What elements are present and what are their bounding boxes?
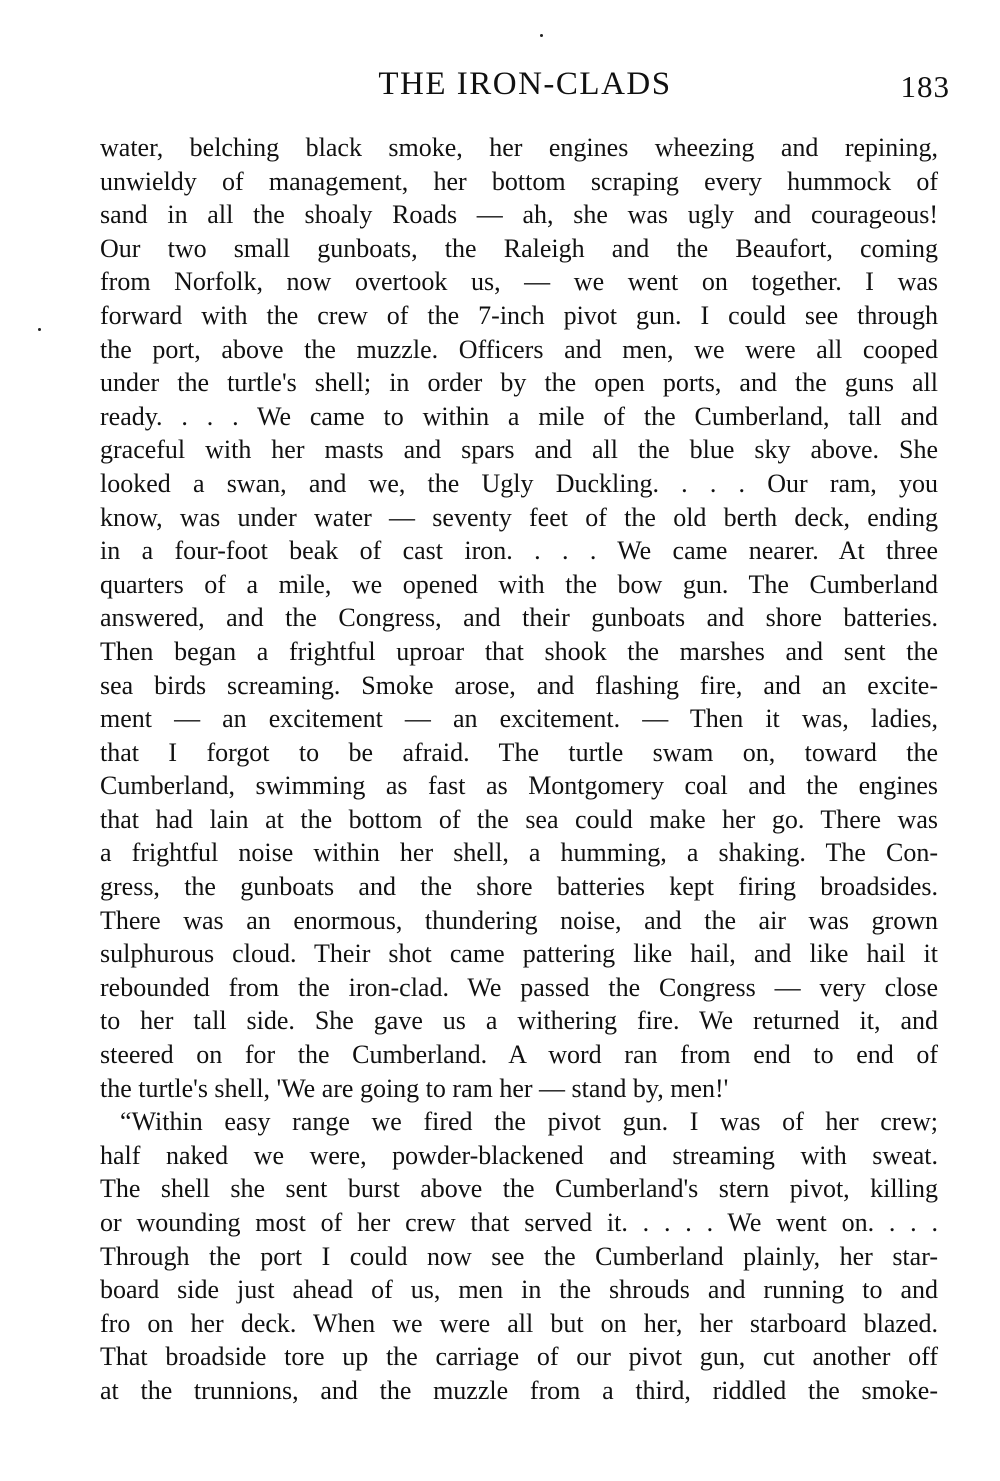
text-line: “Within easy range we fired the pivot gun. I was of her crew; — [120, 1107, 938, 1137]
text-line: from Norfolk, now overtook us, — we went on together. I was — [100, 267, 938, 297]
running-title: THE IRON-CLADS — [378, 66, 672, 102]
text-line: in a four-foot beak of cast iron. . . . We came nearer. At three — [100, 536, 938, 566]
text-line: answered, and the Congress, and their gunboats and shore batteries. — [100, 603, 938, 633]
text-line: unwieldy of management, her bottom scraping every hummock of — [100, 166, 938, 196]
text-line: that I forgot to be afraid. The turtle swam on, toward the — [100, 737, 938, 767]
text-line: the turtle's shell, 'We are going to ram her — stand by, men!' — [100, 1073, 729, 1103]
page-number: 183 — [900, 69, 950, 104]
text-line: That broadside tore up the carriage of our pivot gun, cut another off — [100, 1342, 938, 1372]
text-line: sand in all the shoaly Roads — ah, she was ugly and courageous! — [100, 200, 938, 230]
text-line: sulphurous cloud. Their shot came pattering like hail, and like hail it — [100, 939, 938, 969]
text-line: quarters of a mile, we opened with the bow gun. The Cumberland — [100, 569, 938, 599]
text-line: know, was under water — seventy feet of the old berth deck, ending — [100, 502, 938, 532]
text-line: steered on for the Cumberland. A word ran from end to end of — [100, 1040, 938, 1070]
text-line: half naked we were, powder-blackened and streaming with sweat. — [100, 1140, 938, 1170]
text-line: looked a swan, and we, the Ugly Duckling. . . . Our ram, you — [100, 468, 938, 498]
text-line: to her tall side. She gave us a withering fire. We returned it, and — [100, 1006, 938, 1036]
text-line: sea birds screaming. Smoke arose, and flashing fire, and an excite- — [100, 670, 938, 700]
text-line: The shell she sent burst above the Cumberland's stern pivot, killing — [100, 1174, 938, 1204]
text-line: board side just ahead of us, men in the shrouds and running to and — [100, 1275, 938, 1305]
text-line: under the turtle's shell; in order by the open ports, and the guns all — [100, 368, 938, 398]
text-line: There was an enormous, thundering noise, and the air was grown — [100, 905, 938, 935]
text-line: rebounded from the iron-clad. We passed the Congress — very close — [100, 972, 938, 1002]
text-line: at the trunnions, and the muzzle from a third, riddled the smoke- — [100, 1375, 938, 1405]
text-line: fro on her deck. When we were all but on her, her starboard blazed. — [100, 1308, 938, 1338]
text-line: graceful with her masts and spars and all the blue sky above. She — [100, 435, 938, 465]
body-text — [100, 131, 938, 1408]
text-line: Through the port I could now see the Cumberland plainly, her star- — [100, 1241, 938, 1271]
text-line: Then began a frightful uproar that shook the marshes and sent the — [100, 636, 938, 666]
print-speck — [540, 34, 543, 37]
text-line: ready. . . . We came to within a mile of the Cumberland, tall and — [100, 401, 938, 431]
text-line: Our two small gunboats, the Raleigh and the Beaufort, coming — [100, 233, 938, 263]
page-header — [100, 62, 950, 106]
text-line: a frightful noise within her shell, a humming, a shaking. The Con- — [100, 838, 938, 868]
text-line: the port, above the muzzle. Officers and men, we were all cooped — [100, 334, 938, 364]
text-line: Cumberland, swimming as fast as Montgomery coal and the engines — [100, 771, 938, 801]
text-line: gress, the gunboats and the shore batteries kept firing broadsides. — [100, 872, 938, 902]
text-line: water, belching black smoke, her engines wheezing and repining, — [100, 133, 938, 162]
text-line: forward with the crew of the 7-inch pivot gun. I could see through — [100, 300, 938, 330]
text-line: ment — an excitement — an excitement. — Then it was, ladies, — [100, 704, 938, 734]
text-line: or wounding most of her crew that served it. . . . . We went on. . . . — [100, 1208, 938, 1237]
print-speck — [38, 328, 41, 331]
text-line: that had lain at the bottom of the sea could make her go. There was — [100, 804, 938, 834]
